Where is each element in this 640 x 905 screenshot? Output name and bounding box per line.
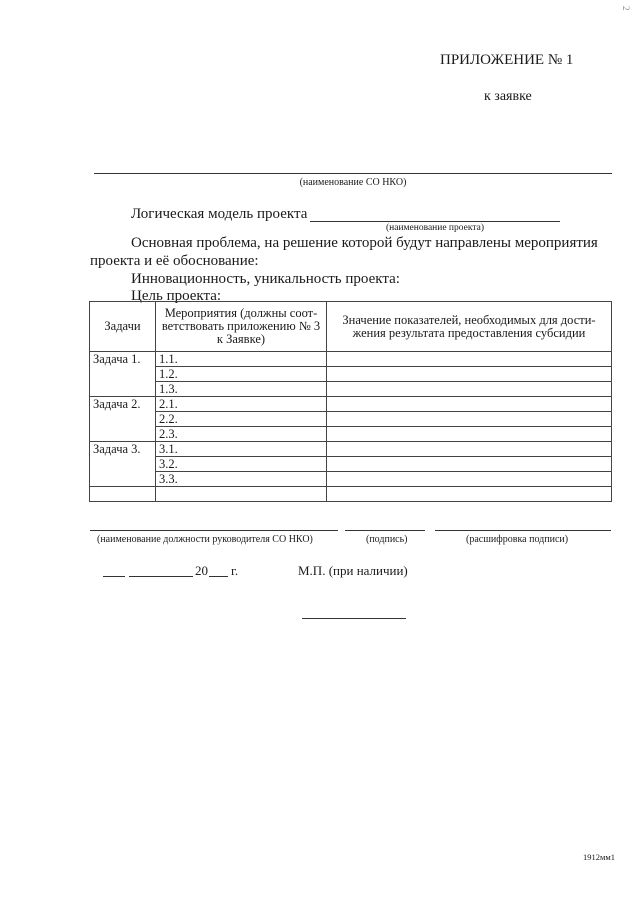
indicator-cell: [327, 397, 612, 412]
event-cell: 1.2.: [156, 367, 327, 382]
appendix-title: ПРИЛОЖЕНИЕ № 1: [440, 52, 574, 68]
indicator-cell: [327, 487, 612, 502]
logical-model-table: [89, 301, 612, 502]
table-header-row: [90, 302, 612, 352]
footer-code: 1912мм1: [583, 852, 616, 862]
header-indicators: Значение показателей, необходимых для дости-жения результата предоставления субсидии: [327, 302, 612, 352]
task-cell: [90, 487, 156, 502]
problem-text-line1: Основная проблема, на решение которой будут направлены мероприятия: [131, 235, 598, 251]
indicator-cell: [327, 412, 612, 427]
decode-line: [435, 530, 611, 531]
indicator-cell: [327, 427, 612, 442]
event-cell: 2.2.: [156, 412, 327, 427]
indicator-cell: [327, 442, 612, 457]
event-cell: 1.1.: [156, 352, 327, 367]
date-year-line: [209, 576, 228, 577]
indicator-cell: [327, 472, 612, 487]
project-name-line: [310, 221, 560, 222]
event-cell: 2.1.: [156, 397, 327, 412]
table-row: [90, 427, 612, 442]
stamp-label: М.П. (при наличии): [298, 563, 408, 578]
logical-model-label: Логическая модель проекта: [131, 206, 308, 222]
signature-caption: (подпись): [366, 534, 408, 545]
problem-text-line2: проекта и её обоснование:: [90, 253, 259, 269]
date-suffix: г.: [231, 563, 239, 578]
decode-caption: (расшифровка подписи): [466, 534, 569, 545]
task-cell: Задача 1.: [90, 352, 156, 397]
project-name-caption: (наименование проекта): [385, 223, 484, 233]
indicator-cell: [327, 367, 612, 382]
header-events: Мероприятия (должны соот-ветствовать приложению № 3 к Заявке): [156, 302, 327, 352]
org-name-line: [94, 173, 612, 174]
corner-page-mark: 2: [621, 6, 631, 11]
table-row: [90, 412, 612, 427]
indicator-cell: [327, 382, 612, 397]
table-row: [90, 367, 612, 382]
position-caption: (наименование должности руководителя СО НКО): [97, 534, 313, 545]
table-row: [90, 397, 612, 412]
indicator-cell: [327, 352, 612, 367]
appendix-subtitle: к заявке: [484, 89, 532, 104]
event-cell: 1.3.: [156, 382, 327, 397]
date-month-line: [129, 576, 193, 577]
event-cell: 3.1.: [156, 442, 327, 457]
event-cell: 3.2.: [156, 457, 327, 472]
table-row-empty: [90, 487, 612, 502]
event-cell: 3.3.: [156, 472, 327, 487]
task-cell: Задача 2.: [90, 397, 156, 442]
table-row: [90, 352, 612, 367]
indicator-cell: [327, 457, 612, 472]
table-row: [90, 442, 612, 457]
date-day-line: [103, 576, 125, 577]
table-row: [90, 472, 612, 487]
table-row: [90, 457, 612, 472]
position-line: [90, 530, 338, 531]
event-cell: [156, 487, 327, 502]
date-year-prefix: 20: [195, 563, 208, 578]
signature-line: [345, 530, 425, 531]
table-row: [90, 382, 612, 397]
event-cell: 2.3.: [156, 427, 327, 442]
task-cell: Задача 3.: [90, 442, 156, 487]
project-goal-label: Цель проекта:: [131, 288, 222, 304]
org-name-caption: (наименование СО НКО): [299, 177, 407, 188]
header-tasks: Задачи: [90, 302, 156, 352]
bottom-separator-line: [302, 618, 406, 619]
innovation-label: Инновационность, уникальность проекта:: [131, 271, 400, 287]
